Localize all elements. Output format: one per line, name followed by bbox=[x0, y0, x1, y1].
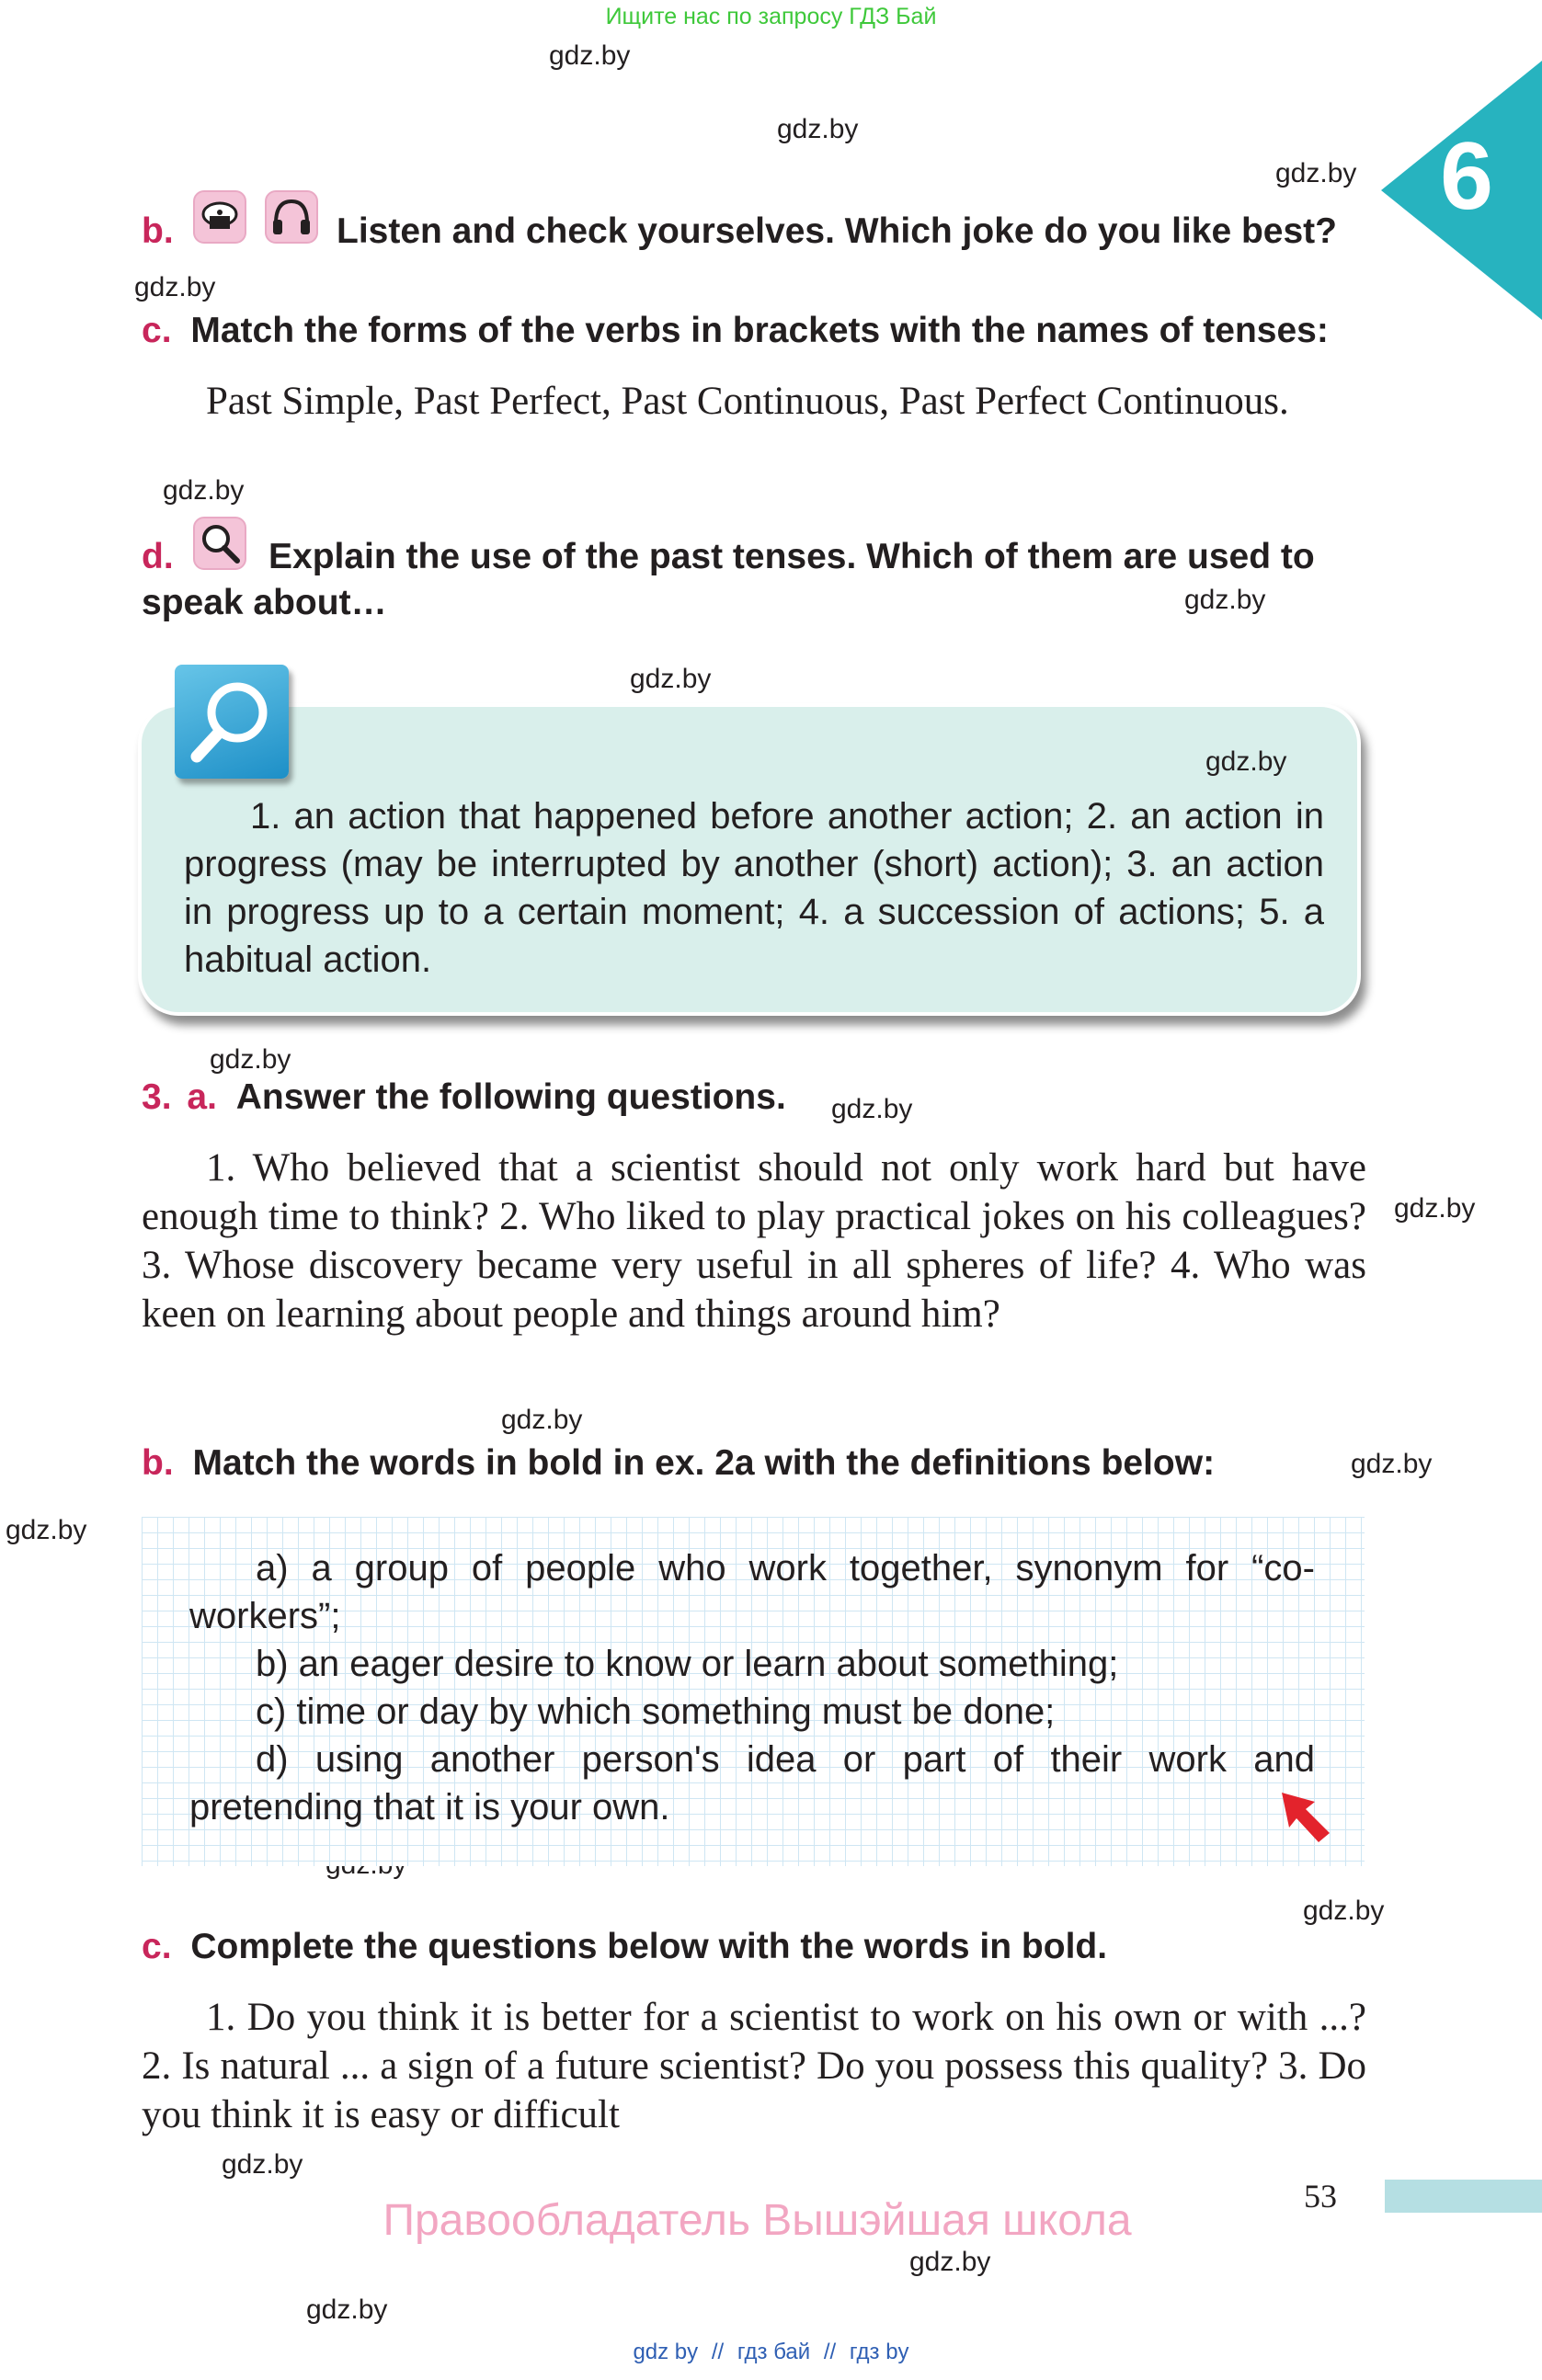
watermark: gdz.by bbox=[777, 114, 859, 144]
task-letter: b. bbox=[142, 1443, 174, 1483]
task-2d-instruction-line1: Explain the use of the past tenses. Which of them are used to bbox=[268, 537, 1315, 576]
task-letter: c. bbox=[142, 1927, 172, 1966]
chapter-number: 6 bbox=[1440, 123, 1493, 230]
task-3c-instruction: Complete the questions below with the words in bold. bbox=[190, 1927, 1108, 1966]
magnifier-small-icon bbox=[193, 517, 246, 570]
watermark: gdz.by bbox=[6, 1515, 87, 1545]
red-arrow-icon bbox=[1278, 1789, 1333, 1846]
search-banner: Ищите нас по запросу ГДЗ Бай bbox=[605, 4, 937, 29]
footer-link[interactable]: gdz by bbox=[633, 2340, 699, 2364]
watermark: gdz.by bbox=[909, 2247, 991, 2277]
watermark: gdz.by bbox=[163, 475, 245, 506]
watermark: gdz.by bbox=[222, 2149, 303, 2180]
task-3a bbox=[142, 1077, 786, 1118]
watermark: gdz.by bbox=[134, 272, 216, 302]
past-tense-uses: 1. an action that happened before another action; 2. an action in progress (may be interrupted by another (short) action); 3. an action in progress up to a certain moment; 4. a succession of actions; 5. a habitual action. bbox=[184, 796, 1324, 980]
task-letter: d. bbox=[142, 537, 174, 576]
definition-c: c) time or day by which something must be done; bbox=[256, 1691, 1056, 1732]
search-icon-glyph bbox=[175, 665, 289, 779]
watermark: gdz.by bbox=[831, 1094, 913, 1124]
task-2b-instruction: Listen and check yourselves. Which joke do you like best? bbox=[337, 211, 1337, 251]
watermark: gdz.by bbox=[630, 664, 712, 694]
task-3c bbox=[142, 1927, 1107, 1967]
task-letter: a. bbox=[187, 1077, 217, 1117]
footer-link[interactable]: гдз бай bbox=[737, 2340, 811, 2364]
footer-separator: // bbox=[823, 2340, 837, 2364]
cd-icon bbox=[193, 190, 246, 244]
tenses-list: Past Simple, Past Perfect, Past Continuous, Past Perfect Continuous. bbox=[206, 380, 1289, 423]
watermark: gdz.by bbox=[501, 1405, 583, 1435]
definition-b: b) an eager desire to know or learn about something; bbox=[256, 1644, 1119, 1684]
footer-link[interactable]: гдз by bbox=[849, 2340, 909, 2364]
task-3b bbox=[142, 1443, 1215, 1484]
task-letter: c. bbox=[142, 311, 172, 350]
watermark: gdz.by bbox=[1205, 746, 1287, 777]
watermark: gdz.by bbox=[210, 1044, 291, 1075]
watermark: gdz.by bbox=[1275, 158, 1357, 188]
watermark: gdz.by bbox=[1394, 1193, 1476, 1224]
task-2d-instruction-line2: speak about… bbox=[142, 583, 387, 622]
task-letter: b. bbox=[142, 211, 174, 251]
task-2c-instruction: Match the forms of the verbs in brackets with the names of tenses: bbox=[190, 311, 1329, 350]
watermark: gdz.by bbox=[1351, 1449, 1433, 1479]
page-number: 53 bbox=[1304, 2178, 1337, 2215]
watermark: gdz.by bbox=[1303, 1896, 1385, 1926]
watermark: gdz.by bbox=[306, 2295, 388, 2325]
questions-3a: 1. Who believed that a scientist should not only work hard but have enough time to think? 2. Who liked to play practical jokes on his colleagues? 3. Whose discovery became very useful in all spheres of life? 4. Who was keen on learning about people and things around him? bbox=[142, 1146, 1366, 1336]
search-icon bbox=[175, 665, 289, 779]
watermark: gdz.by bbox=[549, 40, 631, 71]
task-2b bbox=[142, 211, 174, 252]
task-2d bbox=[142, 537, 174, 577]
definition-a: a) a group of people who work together, synonym for “co-workers”; bbox=[189, 1548, 1315, 1636]
exercise-number: 3. bbox=[142, 1077, 172, 1117]
questions-3c: 1. Do you think it is better for a scientist to work on his own or with ...? 2. Is natural ... a sign of a future scientist? Do you possess this quality? 3. Do you think it is easy or difficult bbox=[142, 1996, 1366, 2136]
task-2c bbox=[142, 311, 1329, 351]
task-3a-instruction: Answer the following questions. bbox=[235, 1077, 786, 1117]
headphones-icon-glyph bbox=[267, 192, 316, 242]
copyright-holder: Правообладатель Вышэйшая школа bbox=[383, 2196, 1132, 2245]
definition-d: d) using another person's idea or part of their work and pretending that it is your own. bbox=[189, 1739, 1315, 1828]
footer-separator: // bbox=[711, 2340, 725, 2364]
magnifier-small-icon-glyph bbox=[195, 518, 245, 568]
headphones-icon bbox=[265, 190, 318, 244]
watermark: gdz.by bbox=[1184, 585, 1266, 615]
task-3b-instruction: Match the words in bold in ex. 2a with the definitions below: bbox=[192, 1443, 1216, 1483]
footer-links bbox=[0, 2340, 1542, 2365]
cd-icon-glyph bbox=[195, 192, 245, 242]
